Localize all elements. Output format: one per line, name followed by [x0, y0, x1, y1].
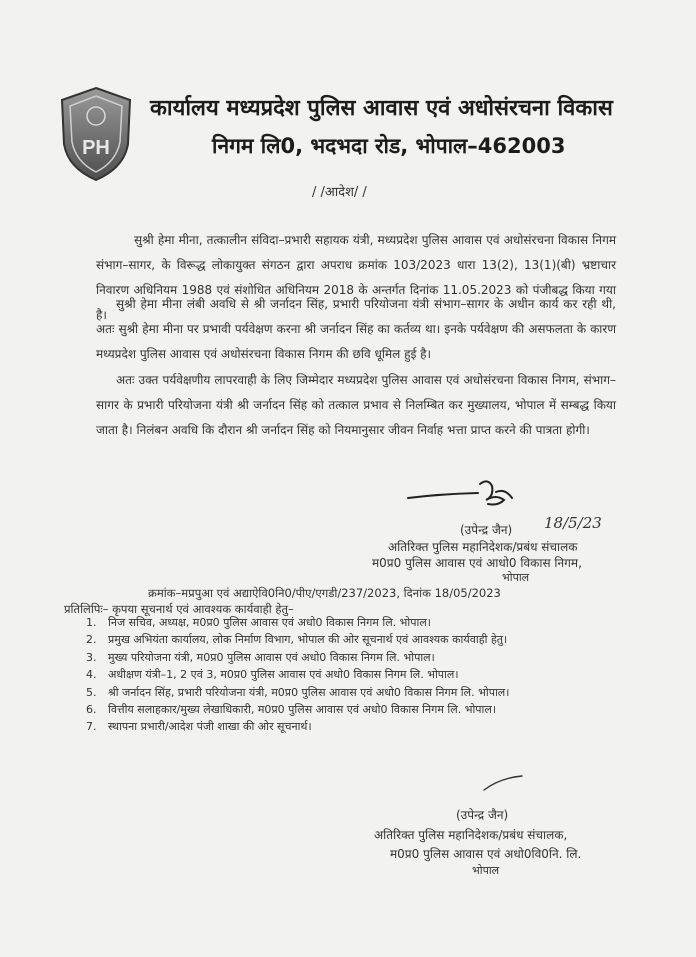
- signatory-2-name: (उपेन्द्र जैन): [456, 808, 509, 822]
- signatory-1-city: भोपाल: [502, 571, 530, 584]
- signatory-1-name: (उपेन्द्र जैन): [460, 523, 513, 537]
- copy-to-item: 2. प्रमुख अभियंता कार्यालय, लोक निर्माण विभाग, भोपाल की ओर सूचनार्थ एवं आवश्यक कार्यवाही हेतु।: [86, 633, 508, 647]
- copy-to-item: 1. निज सचिव, अध्यक्ष, म0प्र0 पुलिस आवास एवं अधो0 विकास निगम लि. भोपाल।: [86, 616, 431, 629]
- signatory-1-designation: अतिरिक्त पुलिस महानिदेशक/प्रबंध संचालक: [388, 540, 578, 554]
- signatory-2-designation: अतिरिक्त पुलिस महानिदेशक/प्रबंध संचालक,: [374, 828, 568, 842]
- order-title: / /आदेश/ /: [312, 185, 367, 200]
- copy-to-item: 7. स्थापना प्रभारी/आदेश पंजी शाखा की ओर सूचनार्थ।: [86, 720, 312, 734]
- office-title-line2: निगम लि0, भदभदा रोड, भोपाल–462003: [212, 134, 566, 158]
- copy-to-item: 4. अधीक्षण यंत्री–1, 2 एवं 3, म0प्र0 पुलिस आवास एवं अधो0 विकास निगम लि. भोपाल।: [86, 668, 459, 682]
- order-paragraph-2: सुश्री हेमा मीना लंबी अवधि से श्री जर्नादन सिंह, प्रभारी परियोजना यंत्री संभाग–सागर के अधीन कार्य कर रही थी, अतः सुश्री हेमा मीना पर प्रभावी पर्यवेक्षण करना श्री जर्नादन सिंह का कर्तव्य था। इनके पर्यवेक्षण की असफलता के कारण मध्यप्रदेश पुलिस आवास एवं अधोसंरचना विकास निगम की छवि धूमिल हुई है।: [96, 297, 616, 361]
- copy-to-item: 5. श्री जर्नादन सिंह, प्रभारी परियोजना यंत्री, म0प्र0 पुलिस आवास एवं अधो0 विकास निगम लि. भोपाल।: [86, 685, 510, 699]
- copy-to-heading: प्रतिलिपिः– कृपया सूचनार्थ एवं आवश्यक कार्यवाही हेतु–: [64, 602, 294, 616]
- order-paragraph-1: सुश्री हेमा मीना, तत्कालीन संविदा–प्रभारी सहायक यंत्री, मध्यप्रदेश पुलिस आवास एवं अधोसंरचना विकास निगम संभाग–सागर, के विरूद्ध लोकायुक्त संगठन द्वारा अपराध क्रमांक 103/2023 धारा 13(2), 13(1)(बी) भ्रष्टाचार निवारण अधिनियम 1988 एवं संशोधित अधिनियम 2018 के अन्तर्गत दिनांक 11.05.2023 को पंजीबद्ध किया गया है।: [96, 233, 616, 322]
- signature-1-date: 18/5/23: [544, 514, 602, 532]
- logo-text: PH: [82, 137, 110, 159]
- signatory-1-organisation: म0प्र0 पुलिस आवास एवं आधो0 विकास निगम,: [372, 556, 582, 570]
- signatory-2-city: भोपाल: [472, 864, 500, 877]
- copy-to-item: 6. वित्तीय सलाहकार/मुख्य लेखाधिकारी, म0प्र0 पुलिस आवास एवं अधो0 विकास निगम लि. भोपाल।: [86, 703, 497, 717]
- order-paragraph-3: अतः उक्त पर्यवेक्षणीय लापरवाही के लिए जिम्मेदार मध्यप्रदेश पुलिस आवास एवं अधोसंरचना विकास निगम, संभाग–सागर के प्रभारी परियोजना यंत्री श्री जर्नादन सिंह को तत्काल प्रभाव से निलम्बित कर मुख्यालय, भोपाल में सम्बद्ध किया जाता है। निलंबन अवधि कि दौरान श्री जर्नादन सिंह को नियमानुसार जीवन निर्वाह भत्ता प्राप्त करने की पात्रता होगी।: [96, 373, 616, 437]
- copy-to-item: 3. मुख्य परियोजना यंत्री, म0प्र0 पुलिस आवास एवं अधो0 विकास निगम लि. भोपाल।: [86, 650, 435, 664]
- office-title-line1: कार्यालय मध्यप्रदेश पुलिस आवास एवं अधोसंरचना विकास: [150, 96, 613, 121]
- signatory-2-organisation: म0प्र0 पुलिस आवास एवं अधो0वि0नि. लि.: [390, 847, 582, 861]
- reference-number: क्रमांक–मप्रपुआ एवं अद्याऐवि0नि0/पीए/एगडी/237/2023, दिनांक 18/05/2023: [148, 586, 501, 600]
